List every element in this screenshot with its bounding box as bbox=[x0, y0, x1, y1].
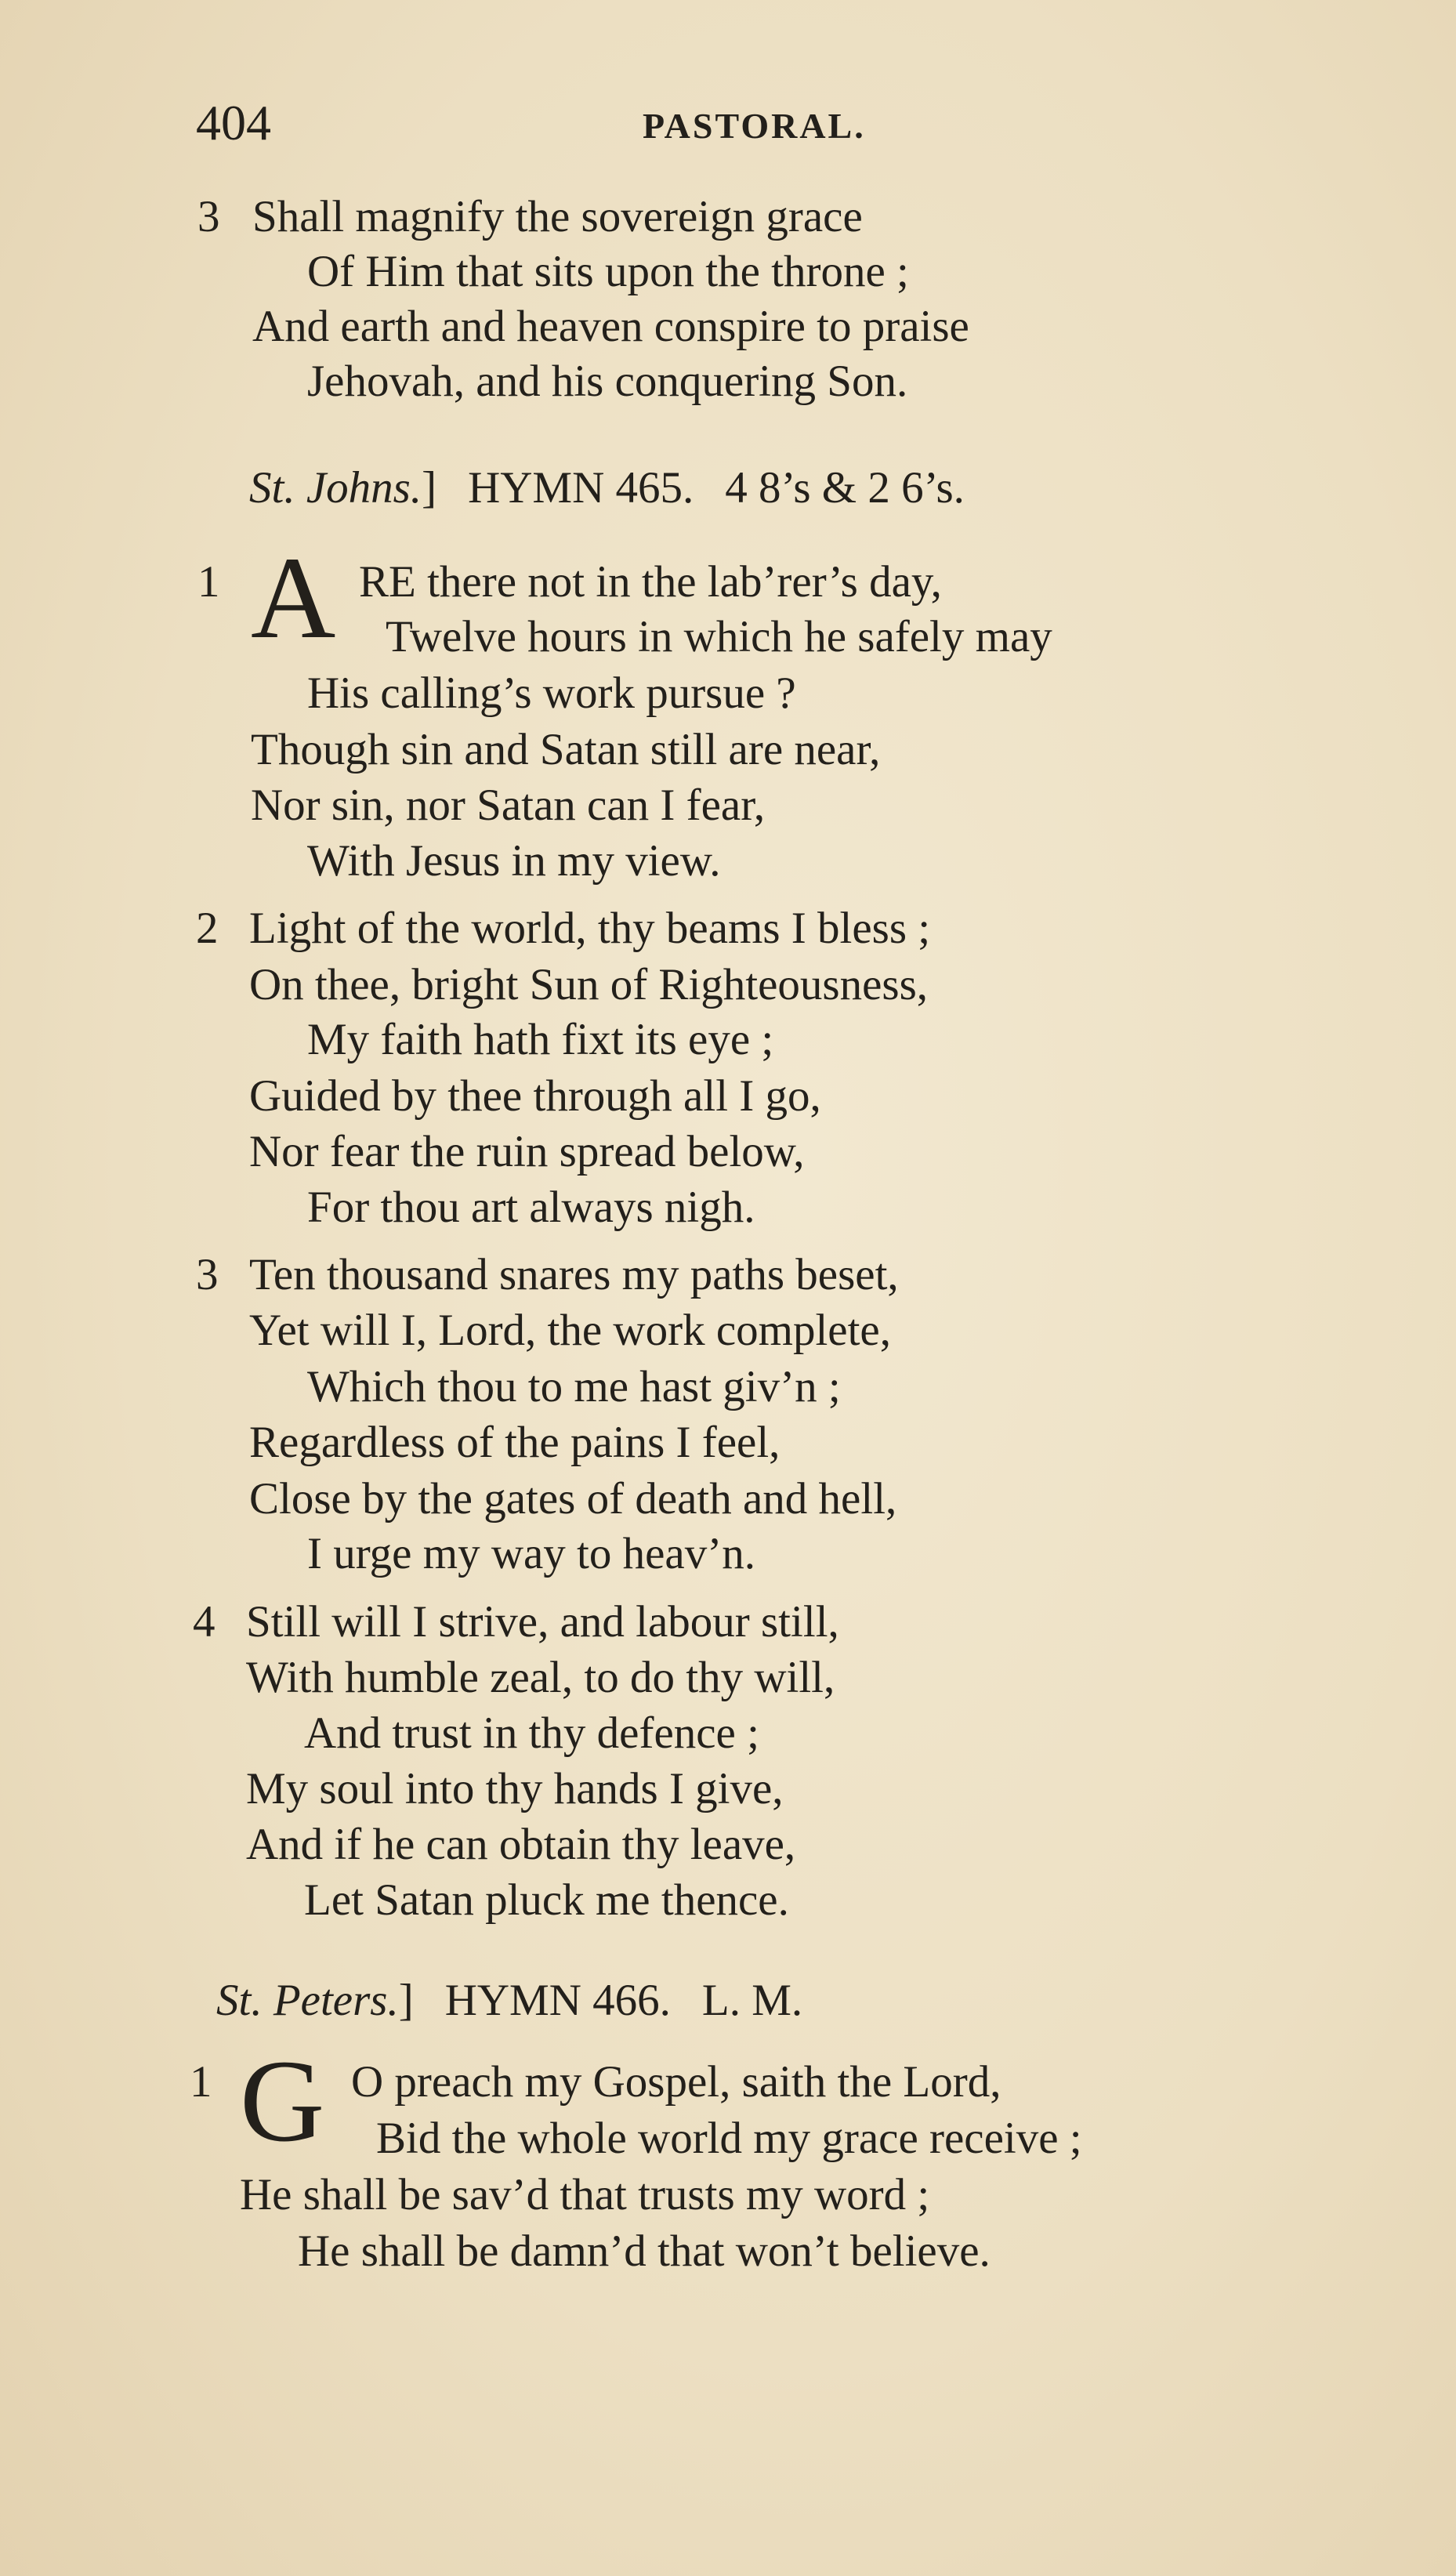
verse-line: Yet will I, Lord, the work complete, bbox=[249, 1306, 891, 1355]
verse-line: Ten thousand snares my paths beset, bbox=[249, 1250, 899, 1299]
verse-line: Though sin and Satan still are near, bbox=[251, 725, 881, 774]
verse-number: 2 bbox=[196, 904, 219, 953]
verse-line: Still will I strive, and labour still, bbox=[246, 1597, 839, 1647]
verse-line: Regardless of the pains I feel, bbox=[249, 1418, 781, 1467]
hymn-title: HYMN 465. bbox=[468, 463, 694, 513]
verse-line: Let Satan pluck me thence. bbox=[304, 1875, 789, 1925]
page-number: 404 bbox=[196, 95, 271, 150]
verse-line: On thee, bright Sun of Righteousness, bbox=[249, 960, 929, 1009]
verse-number: 3 bbox=[196, 1250, 219, 1299]
hymn-title: HYMN 466. bbox=[444, 1976, 671, 2025]
verse-line: He shall be damn’d that won’t believe. bbox=[298, 2226, 991, 2276]
drop-cap: G bbox=[240, 2036, 325, 2166]
verse-line: Close by the gates of death and hell, bbox=[249, 1474, 897, 1523]
verse-line: He shall be sav’d that trusts my word ; bbox=[240, 2170, 930, 2219]
verse-line: RE there not in the lab’rer’s day, bbox=[359, 557, 942, 607]
verse-line: And earth and heaven conspire to praise bbox=[252, 302, 969, 351]
verse-line: My faith hath fixt its eye ; bbox=[307, 1015, 774, 1064]
verse-line: Light of the world, thy beams I bless ; bbox=[249, 904, 931, 953]
verse-line: Bid the whole world my grace receive ; bbox=[376, 2114, 1082, 2163]
running-head: PASTORAL. bbox=[643, 106, 866, 146]
verse-line: Shall magnify the sovereign grace bbox=[252, 192, 863, 241]
verse-line: Nor sin, nor Satan can I fear, bbox=[251, 781, 766, 830]
verse-line: His calling’s work pursue ? bbox=[307, 668, 796, 718]
verse-line: And trust in thy defence ; bbox=[304, 1708, 759, 1758]
verse-line: Jehovah, and his conquering Son. bbox=[307, 357, 908, 406]
hymn-heading-466 bbox=[216, 1975, 802, 2026]
verse-line: I urge my way to heav’n. bbox=[307, 1529, 755, 1578]
verse-line: Which thou to me hast giv’n ; bbox=[307, 1362, 841, 1411]
verse-line: Twelve hours in which he safely may bbox=[386, 612, 1052, 661]
verse-line: O preach my Gospel, saith the Lord, bbox=[351, 2057, 1001, 2107]
page-header bbox=[196, 94, 1293, 157]
verse-line: And if he can obtain thy leave, bbox=[246, 1820, 796, 1869]
verse-line: Nor fear the ruin spread below, bbox=[249, 1127, 805, 1176]
verse-number: 4 bbox=[193, 1597, 216, 1647]
verse-line: For thou art always nigh. bbox=[307, 1183, 755, 1232]
verse-line: Guided by thee through all I go, bbox=[249, 1071, 821, 1121]
drop-cap: A bbox=[251, 533, 336, 663]
verse-line: Of Him that sits upon the throne ; bbox=[307, 247, 909, 296]
verse-line: With humble zeal, to do thy will, bbox=[246, 1653, 835, 1702]
verse-line: My soul into thy hands I give, bbox=[246, 1764, 784, 1813]
verse-number: 1 bbox=[190, 2057, 212, 2107]
hymn-heading-465 bbox=[249, 462, 965, 513]
verse-number: 3 bbox=[197, 192, 220, 241]
tune-name: St. Peters. bbox=[216, 1976, 399, 2025]
tune-name: St. Johns. bbox=[249, 463, 422, 513]
hymn-meter: 4 8’s & 2 6’s. bbox=[725, 463, 965, 513]
hymn-meter: L. M. bbox=[701, 1976, 803, 2025]
verse-line: With Jesus in my view. bbox=[307, 836, 721, 886]
bracket: ] bbox=[422, 463, 437, 513]
verse-number: 1 bbox=[197, 557, 220, 607]
bracket: ] bbox=[398, 1976, 414, 2025]
